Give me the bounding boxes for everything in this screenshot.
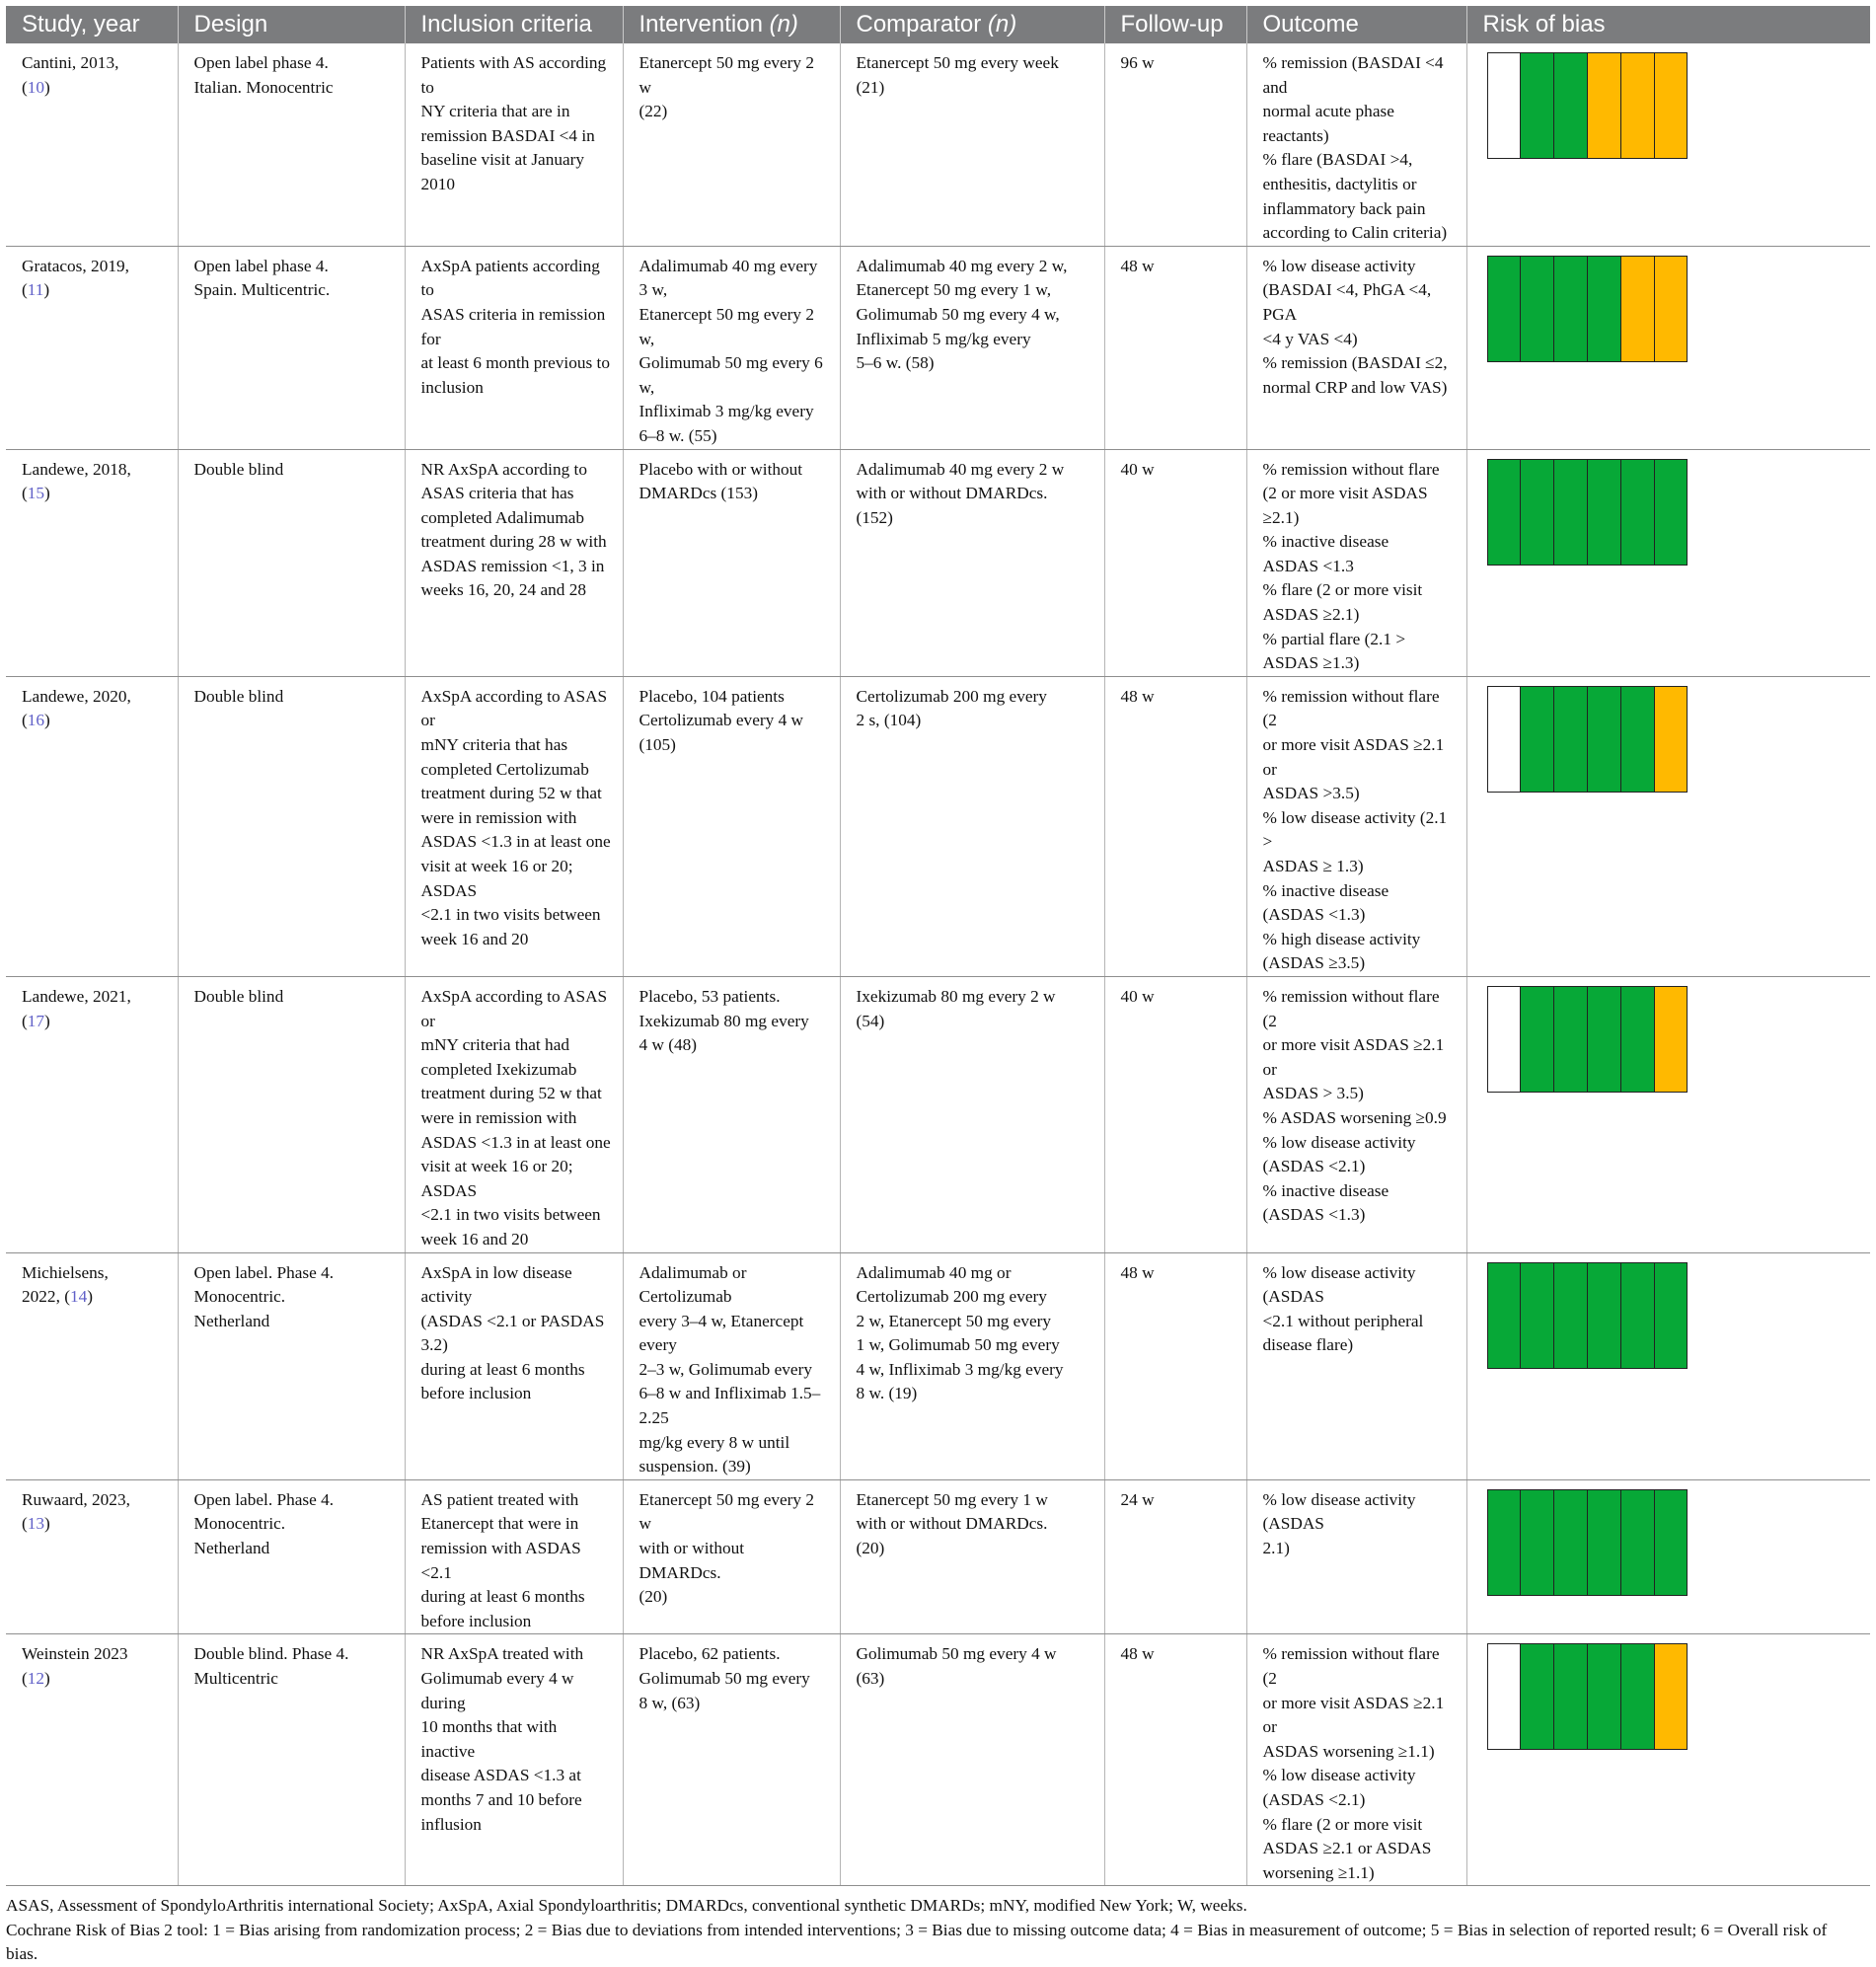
risk-cell-yellow — [1654, 52, 1688, 159]
cell-intervention: Etanercept 50 mg every 2 w (22) — [623, 43, 840, 246]
study-name: Michielsens, 2022, — [22, 1262, 109, 1307]
header-design: Design — [178, 6, 405, 43]
risk-cell-green — [1620, 686, 1655, 793]
cell-study: Gratacos, 2019, (11) — [6, 246, 178, 449]
risk-cell-green — [1487, 459, 1522, 566]
table-row — [6, 449, 1870, 676]
cell-intervention: Placebo, 104 patients Certolizumab every 4 w (105) — [623, 676, 840, 976]
risk-cell-green — [1553, 1489, 1588, 1596]
risk-of-bias-grid — [1487, 52, 1688, 159]
cell-design: Open label phase 4. Spain. Multicentric. — [178, 246, 405, 449]
risk-cell-yellow — [1654, 686, 1688, 793]
risk-cell-green — [1620, 986, 1655, 1093]
cell-study: Landewe, 2021, (17) — [6, 976, 178, 1252]
risk-cell-green — [1520, 686, 1554, 793]
table-row — [6, 1252, 1870, 1479]
cell-outcome: % low disease activity (BASDAI <4, PhGA <4, PGA <4 y VAS <4) % remission (BASDAI ≤2, normal CRP and low VAS) — [1246, 246, 1466, 449]
table-row — [6, 976, 1870, 1252]
cell-study: Cantini, 2013, (10) — [6, 43, 178, 246]
table-row — [6, 43, 1870, 246]
cell-outcome: % remission without flare (2 or more visit ASDAS ≥2.1 or ASDAS >3.5) % low disease activity (2.1 > ASDAS ≥ 1.3) % inactive disease (ASDAS <1.3) % high disease activity (ASDAS ≥3.5) — [1246, 676, 1466, 976]
risk-cell-green — [1654, 459, 1688, 566]
cell-comparator: Adalimumab 40 mg every 2 w with or without DMARDcs. (152) — [840, 449, 1104, 676]
risk-of-bias-grid — [1487, 686, 1688, 793]
cell-inclusion: NR AxSpA according to ASAS criteria that has completed Adalimumab treatment during 28 w with ASDAS remission <1, 3 in weeks 16, 20, 24 and 28 — [405, 449, 623, 676]
cell-inclusion: Patients with AS according to NY criteria that are in remission BASDAI <4 in baseline visit at January 2010 — [405, 43, 623, 246]
header-comparator: Comparator (n) — [840, 6, 1104, 43]
risk-cell-green — [1587, 459, 1621, 566]
cell-risk-of-bias — [1466, 1479, 1870, 1634]
study-name: Cantini, 2013, — [22, 53, 119, 72]
header-followup: Follow-up — [1104, 6, 1246, 43]
cell-risk-of-bias — [1466, 976, 1870, 1252]
header-study: Study, year — [6, 6, 178, 43]
cell-followup: 48 w — [1104, 1252, 1246, 1479]
reference-link[interactable]: 16 — [27, 711, 45, 730]
risk-cell-green — [1587, 1489, 1621, 1596]
cell-study: Ruwaard, 2023, (13) — [6, 1479, 178, 1634]
header-inclusion: Inclusion criteria — [405, 6, 623, 43]
cell-intervention: Etanercept 50 mg every 2 w with or without DMARDcs. (20) — [623, 1479, 840, 1634]
study-name: Landewe, 2021, — [22, 986, 131, 1006]
cell-comparator: Adalimumab 40 mg every 2 w, Etanercept 50 mg every 1 w, Golimumab 50 mg every 4 w, Infliximab 5 mg/kg every 5–6 w. (58) — [840, 246, 1104, 449]
risk-cell-green — [1520, 986, 1554, 1093]
risk-cell-yellow — [1620, 256, 1655, 362]
risk-cell-green — [1487, 1489, 1522, 1596]
cell-followup: 96 w — [1104, 43, 1246, 246]
cell-followup: 48 w — [1104, 246, 1246, 449]
risk-cell-green — [1620, 1489, 1655, 1596]
cell-study: Weinstein 2023 (12) — [6, 1634, 178, 1886]
risk-cell-white — [1487, 986, 1522, 1093]
risk-cell-green — [1520, 459, 1554, 566]
reference-link[interactable]: 13 — [27, 1514, 45, 1534]
cell-intervention: Adalimumab 40 mg every 3 w, Etanercept 50 mg every 2 w, Golimumab 50 mg every 6 w, Infliximab 3 mg/kg every 6–8 w. (55) — [623, 246, 840, 449]
cell-risk-of-bias — [1466, 246, 1870, 449]
risk-cell-white — [1487, 1643, 1522, 1750]
risk-cell-green — [1553, 1643, 1588, 1750]
studies-table — [6, 6, 1870, 1886]
cell-comparator: Adalimumab 40 mg or Certolizumab 200 mg every 2 w, Etanercept 50 mg every 1 w, Golimumab 50 mg every 4 w, Infliximab 3 mg/kg every 8 w. (19) — [840, 1252, 1104, 1479]
cell-followup: 48 w — [1104, 676, 1246, 976]
cell-inclusion: AxSpA patients according to ASAS criteria in remission for at least 6 month previous to inclusion — [405, 246, 623, 449]
reference-link[interactable]: 11 — [27, 280, 44, 300]
risk-cell-yellow — [1654, 986, 1688, 1093]
cell-outcome: % remission without flare (2 or more visit ASDAS ≥2.1) % inactive disease ASDAS <1.3 % flare (2 or more visit ASDAS ≥2.1) % partial flare (2.1 > ASDAS ≥1.3) — [1246, 449, 1466, 676]
cell-study: Michielsens, 2022, (14) — [6, 1252, 178, 1479]
cell-outcome: % remission without flare (2 or more visit ASDAS ≥2.1 or ASDAS > 3.5) % ASDAS worsening ≥0.9 % low disease activity (ASDAS <2.1) % inactive disease (ASDAS <1.3) — [1246, 976, 1466, 1252]
cell-design: Open label. Phase 4. Monocentric. Netherland — [178, 1252, 405, 1479]
risk-cell-green — [1553, 256, 1588, 362]
cell-inclusion: AxSpA according to ASAS or mNY criteria that had completed Ixekizumab treatment during 52 w that were in remission with ASDAS <1.3 in at least one visit at week 16 or 20; ASDAS <2.1 in two visits between week 16 and 20 — [405, 976, 623, 1252]
cochrane-footnote: Cochrane Risk of Bias 2 tool: 1 = Bias arising from randomization process; 2 = Bias due to deviations from intended interventions; 3 = Bias due to missing outcome data; 4 = Bias in measurement of outcome; 5 = Bias in selection of reported result; 6 = Overall risk of bias. — [6, 1920, 1828, 1963]
risk-cell-green — [1587, 686, 1621, 793]
reference-link[interactable]: 15 — [27, 484, 45, 503]
risk-of-bias-grid — [1487, 256, 1688, 362]
risk-cell-green — [1520, 1643, 1554, 1750]
risk-cell-green — [1487, 256, 1522, 362]
study-name: Landewe, 2020, — [22, 686, 131, 706]
risk-cell-white — [1487, 52, 1522, 159]
cell-design: Double blind — [178, 449, 405, 676]
cell-design: Open label. Phase 4. Monocentric. Netherland — [178, 1479, 405, 1634]
cell-risk-of-bias — [1466, 676, 1870, 976]
table-footnotes — [6, 1894, 1861, 1967]
risk-cell-yellow — [1654, 256, 1688, 362]
header-risk-of-bias: Risk of bias — [1466, 6, 1870, 43]
risk-cell-green — [1654, 1262, 1688, 1369]
cell-design: Double blind — [178, 676, 405, 976]
risk-cell-green — [1553, 459, 1588, 566]
study-name: Ruwaard, 2023, — [22, 1489, 130, 1509]
risk-cell-green — [1620, 1643, 1655, 1750]
cell-design: Double blind — [178, 976, 405, 1252]
risk-of-bias-grid — [1487, 1643, 1688, 1750]
risk-cell-green — [1553, 52, 1588, 159]
table-row — [6, 676, 1870, 976]
risk-of-bias-grid — [1487, 1489, 1688, 1596]
cell-inclusion: AS patient treated with Etanercept that were in remission with ASDAS <2.1 during at least 6 months before inclusion — [405, 1479, 623, 1634]
risk-cell-green — [1654, 1489, 1688, 1596]
cell-risk-of-bias — [1466, 43, 1870, 246]
study-name: Landewe, 2018, — [22, 459, 131, 479]
cell-design: Double blind. Phase 4. Multicentric — [178, 1634, 405, 1886]
risk-cell-yellow — [1654, 1643, 1688, 1750]
risk-cell-yellow — [1587, 52, 1621, 159]
risk-cell-green — [1587, 1643, 1621, 1750]
risk-of-bias-grid — [1487, 1262, 1688, 1369]
risk-cell-green — [1587, 1262, 1621, 1369]
cell-risk-of-bias — [1466, 1252, 1870, 1479]
reference-link[interactable]: 10 — [27, 77, 45, 97]
risk-cell-green — [1520, 1489, 1554, 1596]
risk-cell-green — [1553, 986, 1588, 1093]
risk-cell-green — [1620, 459, 1655, 566]
cell-comparator: Etanercept 50 mg every week (21) — [840, 43, 1104, 246]
risk-cell-green — [1587, 986, 1621, 1093]
cell-study: Landewe, 2020, (16) — [6, 676, 178, 976]
cell-outcome: % remission without flare (2 or more visit ASDAS ≥2.1 or ASDAS worsening ≥1.1) % low disease activity (ASDAS <2.1) % flare (2 or more visit ASDAS ≥2.1 or ASDAS worsening ≥1.1) — [1246, 1634, 1466, 1886]
cell-intervention: Placebo, 62 patients. Golimumab 50 mg every 8 w, (63) — [623, 1634, 840, 1886]
cell-comparator: Certolizumab 200 mg every 2 s, (104) — [840, 676, 1104, 976]
cell-comparator: Etanercept 50 mg every 1 w with or without DMARDcs. (20) — [840, 1479, 1104, 1634]
risk-cell-green — [1553, 686, 1588, 793]
risk-cell-yellow — [1620, 52, 1655, 159]
cell-followup: 40 w — [1104, 449, 1246, 676]
cell-intervention: Adalimumab or Certolizumab every 3–4 w, Etanercept every 2–3 w, Golimumab every 6–8 w and Infliximab 1.5–2.25 mg/kg every 8 w until suspension. (39) — [623, 1252, 840, 1479]
risk-cell-green — [1620, 1262, 1655, 1369]
table-row — [6, 1479, 1870, 1634]
cell-comparator: Ixekizumab 80 mg every 2 w (54) — [840, 976, 1104, 1252]
risk-cell-green — [1520, 256, 1554, 362]
cell-comparator: Golimumab 50 mg every 4 w (63) — [840, 1634, 1104, 1886]
study-name: Weinstein 2023 — [22, 1644, 128, 1664]
cell-study: Landewe, 2018, (15) — [6, 449, 178, 676]
cell-intervention: Placebo with or without DMARDcs (153) — [623, 449, 840, 676]
table-row — [6, 1634, 1870, 1886]
cell-intervention: Placebo, 53 patients. Ixekizumab 80 mg every 4 w (48) — [623, 976, 840, 1252]
study-name: Gratacos, 2019, — [22, 256, 129, 275]
cell-outcome: % remission (BASDAI <4 and normal acute phase reactants) % flare (BASDAI >4, enthesitis, dactylitis or inflammatory back pain according to Calin criteria) — [1246, 43, 1466, 246]
cell-outcome: % low disease activity (ASDAS <2.1 without peripheral disease flare) — [1246, 1252, 1466, 1479]
cell-followup: 24 w — [1104, 1479, 1246, 1634]
risk-cell-green — [1520, 1262, 1554, 1369]
risk-of-bias-grid — [1487, 459, 1688, 566]
risk-of-bias-grid — [1487, 986, 1688, 1093]
risk-cell-green — [1587, 256, 1621, 362]
table-row — [6, 246, 1870, 449]
cell-followup: 40 w — [1104, 976, 1246, 1252]
cell-inclusion: NR AxSpA treated with Golimumab every 4 w during 10 months that with inactive disease ASDAS <1.3 at months 7 and 10 before influsion — [405, 1634, 623, 1886]
cell-risk-of-bias — [1466, 1634, 1870, 1886]
reference-link[interactable]: 12 — [27, 1669, 45, 1688]
cell-risk-of-bias — [1466, 449, 1870, 676]
risk-cell-white — [1487, 686, 1522, 793]
cell-design: Open label phase 4. Italian. Monocentric — [178, 43, 405, 246]
abbreviations-footnote: ASAS, Assessment of SpondyloArthritis international Society; AxSpA, Axial Spondyloarthritis; DMARDcs, conventional synthetic DMARDs; mNY, modified New York; W, weeks. — [6, 1896, 1247, 1915]
header-outcome: Outcome — [1246, 6, 1466, 43]
cell-outcome: % low disease activity (ASDAS 2.1) — [1246, 1479, 1466, 1634]
cell-followup: 48 w — [1104, 1634, 1246, 1886]
reference-link[interactable]: 17 — [27, 1011, 45, 1030]
risk-cell-green — [1520, 52, 1554, 159]
table-header-row — [6, 6, 1870, 43]
header-intervention: Intervention (n) — [623, 6, 840, 43]
cell-inclusion: AxSpA in low disease activity (ASDAS <2.1 or PASDAS 3.2) during at least 6 months before inclusion — [405, 1252, 623, 1479]
reference-link[interactable]: 14 — [69, 1287, 88, 1307]
risk-cell-green — [1487, 1262, 1522, 1369]
cell-inclusion: AxSpA according to ASAS or mNY criteria that has completed Certolizumab treatment during 52 w that were in remission with ASDAS <1.3 in at least one visit at week 16 or 20; ASDAS <2.1 in two visits between week 16 and 20 — [405, 676, 623, 976]
table-body — [6, 43, 1870, 1886]
risk-cell-green — [1553, 1262, 1588, 1369]
